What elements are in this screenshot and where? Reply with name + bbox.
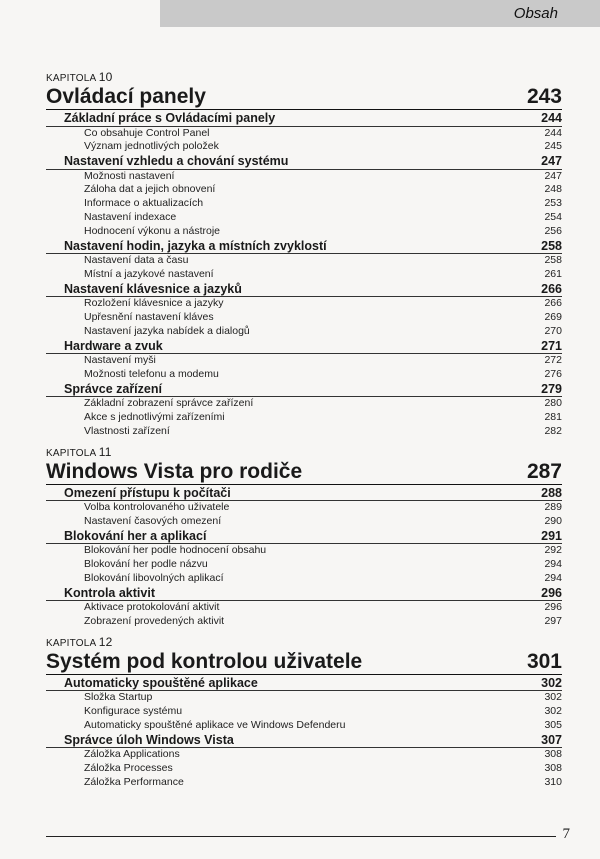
chapter-number: 12: [98, 634, 113, 649]
toc-item-page: 297: [544, 614, 562, 627]
section-title: Základní práce s Ovládacími panely: [64, 111, 276, 125]
toc-item: [46, 425, 562, 439]
section-title: Hardware a zvuk: [64, 338, 163, 353]
header-band: [160, 0, 600, 27]
section-heading: [46, 283, 562, 298]
toc-item: [46, 140, 562, 154]
section-page: 302: [541, 675, 562, 690]
chapter-page: 287: [526, 459, 562, 483]
toc-item-page: 253: [544, 197, 562, 210]
toc-item-page: 305: [544, 718, 562, 731]
chapter-heading: [46, 84, 562, 110]
toc-item-title: Akce s jednotlivými zařízeními: [84, 410, 225, 423]
toc-item-title: Nastavení myši: [84, 354, 156, 367]
section-page: 244: [541, 111, 562, 125]
toc-item-page: 290: [544, 514, 562, 527]
chapter-label: [46, 635, 562, 649]
section-title: Správce úloh Windows Vista: [64, 732, 234, 747]
toc-item-title: Vlastnosti zařízení: [84, 424, 170, 437]
toc-item-title: Význam jednotlivých položek: [84, 140, 219, 153]
toc-item-page: 258: [544, 254, 562, 267]
chapter-label: [46, 445, 562, 459]
toc-item: [46, 197, 562, 211]
toc-item-page: 310: [544, 775, 562, 788]
toc-item-page: 248: [544, 183, 562, 196]
toc-item-title: Blokování her podle hodnocení obsahu: [84, 544, 267, 557]
toc-item-title: Konfigurace systému: [84, 704, 183, 717]
toc-item-page: 266: [544, 297, 562, 310]
toc-item: [46, 170, 562, 184]
toc-item-page: 282: [544, 424, 562, 437]
toc-item: [46, 558, 562, 572]
toc-item-title: Hodnocení výkonu a nástroje: [84, 224, 221, 237]
section-heading: [46, 112, 562, 127]
toc-item-title: Záložka Applications: [84, 748, 180, 761]
section-page: 296: [541, 585, 562, 600]
section-heading: [46, 677, 562, 692]
chapter-label-text: KAPITOLA: [46, 73, 96, 84]
toc-item: [46, 748, 562, 762]
section-page: 247: [541, 154, 562, 169]
section-title: Nastavení hodin, jazyka a místních zvyklostí: [64, 238, 327, 253]
toc-item-page: 245: [544, 140, 562, 153]
toc-item: [46, 183, 562, 197]
toc-item: [46, 297, 562, 311]
section-heading: [46, 530, 562, 545]
toc-item-page: 247: [544, 169, 562, 182]
toc-item: [46, 691, 562, 705]
section-title: Omezení přístupu k počítači: [64, 485, 231, 500]
toc-item-page: 272: [544, 354, 562, 367]
toc-item-title: Záložka Performance: [84, 775, 184, 788]
section-heading: [46, 383, 562, 398]
toc-item: [46, 211, 562, 225]
toc-item-page: 296: [544, 601, 562, 614]
chapter-title: Windows Vista pro rodiče: [46, 459, 303, 483]
toc-item-page: 261: [544, 267, 562, 280]
chapter-label: [46, 70, 562, 84]
section-page: 307: [541, 732, 562, 747]
section-title: Nastavení klávesnice a jazyků: [64, 281, 242, 296]
section-page: 266: [541, 281, 562, 296]
toc-item-page: 308: [544, 761, 562, 774]
toc-item-page: 244: [544, 126, 562, 139]
toc-item-title: Nastavení indexace: [84, 210, 177, 223]
chapter-number: 11: [98, 444, 112, 459]
section-title: Nastavení vzhledu a chování systému: [64, 154, 289, 169]
section-heading: [46, 155, 562, 170]
toc-item-title: Upřesnění nastavení kláves: [84, 310, 214, 323]
toc-item-page: 254: [544, 210, 562, 223]
page-number: 7: [562, 826, 570, 842]
toc-item: [46, 325, 562, 339]
toc-item: [46, 762, 562, 776]
chapter-page: 301: [526, 649, 562, 673]
section-heading: [46, 240, 562, 255]
chapter-block: [46, 439, 562, 629]
toc-item: [46, 572, 562, 586]
toc-item: [46, 544, 562, 558]
toc-item: [46, 127, 562, 141]
toc-item: [46, 354, 562, 368]
toc-item: [46, 776, 562, 790]
footer-rule: [46, 836, 556, 837]
section-page: 291: [541, 528, 562, 543]
toc-item-title: Informace o aktualizacích: [84, 197, 204, 210]
chapter-label-text: KAPITOLA: [46, 637, 96, 649]
toc-item: [46, 311, 562, 325]
chapter-heading: [46, 459, 562, 485]
toc-item: [46, 515, 562, 529]
toc-item-title: Možnosti telefonu a modemu: [84, 367, 219, 380]
toc-item: [46, 254, 562, 268]
chapter-label-text: KAPITOLA: [46, 447, 96, 459]
toc-item-page: 308: [544, 748, 562, 761]
toc-item-page: 302: [544, 691, 562, 704]
section-heading: [46, 734, 562, 749]
chapter-title: Ovládací panely: [46, 85, 206, 108]
toc-item-page: 289: [544, 501, 562, 514]
section-page: 288: [541, 485, 562, 500]
toc-item-title: Co obsahuje Control Panel: [84, 126, 210, 139]
section-title: Blokování her a aplikací: [64, 528, 207, 543]
toc-item: [46, 397, 562, 411]
chapter-block: [46, 629, 562, 790]
toc-item-page: 270: [544, 324, 562, 337]
toc-item-title: Zobrazení provedených aktivit: [84, 614, 225, 627]
toc-item-title: Blokování her podle názvu: [84, 557, 208, 570]
toc-item-page: 294: [544, 571, 562, 584]
toc-item-title: Nastavení jazyka nabídek a dialogů: [84, 324, 250, 337]
section-page: 271: [541, 338, 562, 353]
toc-item: [46, 615, 562, 629]
toc-item: [46, 601, 562, 615]
chapter-page: 243: [526, 85, 562, 108]
toc-item: [46, 268, 562, 282]
chapter-block: [46, 70, 562, 439]
toc-item: [46, 705, 562, 719]
toc-item-title: Záložka Processes: [84, 761, 173, 774]
toc-item-title: Základní zobrazení správce zařízení: [84, 397, 254, 410]
toc-item: [46, 719, 562, 733]
toc-item-page: 276: [544, 367, 562, 380]
toc-item-title: Aktivace protokolování aktivit: [84, 601, 220, 614]
section-heading: [46, 340, 562, 355]
section-title: Správce zařízení: [64, 381, 162, 396]
toc-item: [46, 368, 562, 382]
toc-item: [46, 501, 562, 515]
toc-item: [46, 225, 562, 239]
toc-item-page: 281: [544, 410, 562, 423]
chapter-number: 10: [98, 70, 113, 84]
section-title: Kontrola aktivit: [64, 585, 155, 600]
table-of-contents: [46, 70, 562, 789]
toc-item-title: Složka Startup: [84, 691, 153, 704]
toc-item: [46, 411, 562, 425]
toc-item-title: Nastavení data a času: [84, 254, 189, 267]
section-heading: [46, 587, 562, 602]
toc-item-page: 294: [544, 557, 562, 570]
toc-item-title: Nastavení časových omezení: [84, 514, 222, 527]
toc-item-title: Záloha dat a jejich obnovení: [84, 183, 216, 196]
section-title: Automaticky spouštěné aplikace: [64, 675, 258, 690]
toc-item-title: Volba kontrolovaného uživatele: [84, 501, 230, 514]
toc-item-title: Rozložení klávesnice a jazyky: [84, 297, 224, 310]
section-page: 258: [541, 238, 562, 253]
section-page: 279: [541, 381, 562, 396]
toc-item-title: Místní a jazykové nastavení: [84, 267, 214, 280]
toc-item-title: Automaticky spouštěné aplikace ve Windows Defenderu: [84, 718, 346, 731]
toc-item-page: 302: [544, 704, 562, 717]
section-heading: [46, 487, 562, 502]
toc-item-title: Blokování libovolných aplikací: [84, 571, 224, 584]
toc-item-page: 280: [544, 397, 562, 410]
toc-item-page: 292: [544, 544, 562, 557]
toc-item-title: Možnosti nastavení: [84, 169, 175, 182]
chapter-heading: [46, 649, 562, 675]
toc-item-page: 256: [544, 224, 562, 237]
chapter-title: Systém pod kontrolou uživatele: [46, 649, 363, 673]
header-title: Obsah: [513, 5, 558, 22]
toc-item-page: 269: [544, 310, 562, 323]
